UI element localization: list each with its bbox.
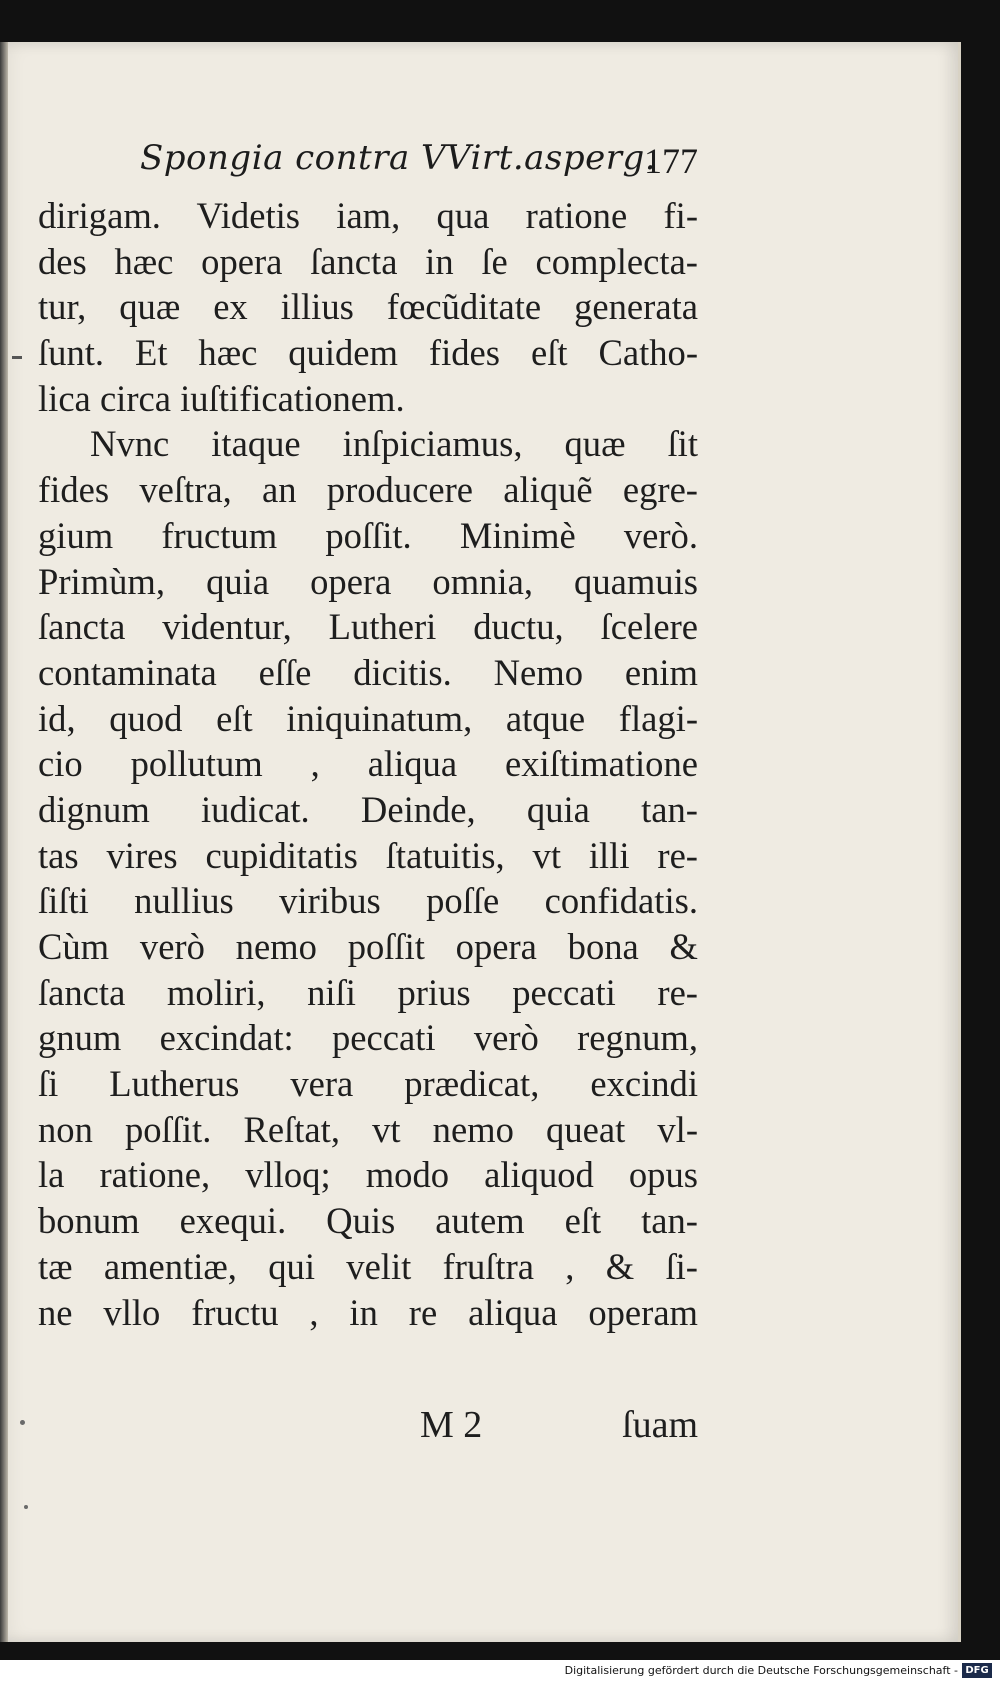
text-line: gium fructum poſſit. Minimè verò. [38, 514, 698, 556]
catchword: ſuam [622, 1404, 698, 1446]
signature-mark: M 2 [420, 1404, 483, 1446]
text-line: la ratione, vlloq; modo aliquod opus [38, 1154, 698, 1196]
text-line: tur, quæ ex illius fœcũditate generata [38, 286, 698, 328]
text-line: Primùm, quia opera omnia, quamuis [38, 560, 698, 602]
page-number: 177 [644, 141, 698, 181]
page-gutter [0, 42, 8, 1642]
text-line: Nvnc itaque inſpiciamus, quæ ſit [90, 423, 698, 465]
text-line: des hæc opera ſancta in ſe complecta- [38, 240, 698, 282]
text-line: tæ amentiæ, qui velit fruſtra , & ſi- [38, 1245, 698, 1287]
paper-speck [24, 1505, 28, 1509]
text-line: non poſſit. Reſtat, vt nemo queat vl- [38, 1108, 698, 1150]
text-line: ſiſti nullius viribus poſſe confidatis. [38, 880, 698, 922]
text-line: ſi Lutherus vera prædicat, excindi [38, 1063, 698, 1105]
text-line: id, quod eſt iniquinatum, atque flagi- [38, 697, 698, 739]
text-line: bonum exequi. Quis autem eſt tan- [38, 1200, 698, 1242]
page-footer [38, 1403, 698, 1453]
margin-mark [12, 356, 22, 359]
body-text [38, 193, 698, 1335]
text-line: ne vllo fructu , in re aliqua operam [38, 1291, 698, 1333]
text-line: fides veſtra, an producere aliquẽ egre- [38, 469, 698, 511]
text-line: ſancta moliri, niſi prius peccati re- [38, 971, 698, 1013]
text-line: gnum excindat: peccati verò regnum, [38, 1017, 698, 1059]
text-line: tas vires cupiditatis ſtatuitis, vt illi re- [38, 834, 698, 876]
text-line: contaminata eſſe dicitis. Nemo enim [38, 651, 698, 693]
text-line: dignum iudicat. Deinde, quia tan- [38, 788, 698, 830]
text-line: dirigam. Videtis iam, qua ratione fi- [38, 195, 698, 236]
running-head-title: Spongia contra VVirt.asperg. [140, 138, 657, 178]
text-line: lica circa iuſtificationem. [38, 377, 405, 419]
paper-speck [20, 1420, 25, 1425]
text-line: ſunt. Et hæc quidem fides eſt Catho- [38, 332, 698, 374]
credit-text: Digitalisierung gefördert durch die Deutsche Forschungsgemeinschaft - [564, 1664, 958, 1677]
text-line: ſancta videntur, Lutheri ductu, ſcelere [38, 606, 698, 648]
dfg-logo-icon: DFG [962, 1663, 992, 1678]
text-line: Cùm verò nemo poſſit opera bona & [38, 926, 698, 967]
text-line: cio pollutum , aliqua exiſtimatione [38, 743, 698, 785]
